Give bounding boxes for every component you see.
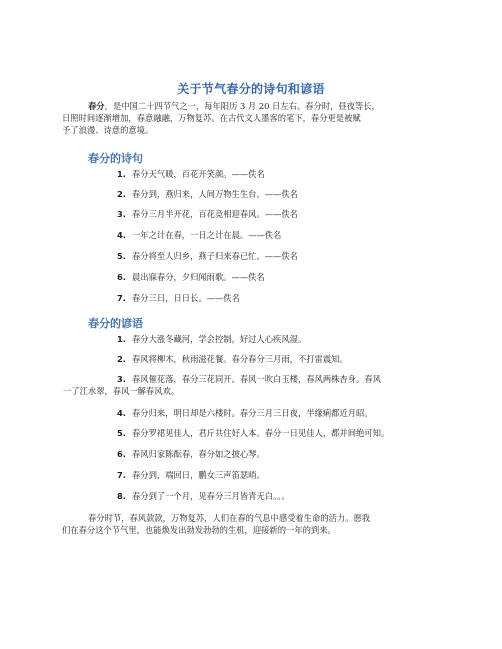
closing-line-2: 们在春分这个节气里，也能焕发出勃发勃勃的生机，迎接新的一年的到来。 bbox=[62, 525, 336, 535]
saying-number: 3. bbox=[117, 374, 126, 384]
poem-item bbox=[117, 229, 281, 241]
saying-text: 春分罗裙见佳人，君斤共住好人本。春分一日见佳人，都并间绝可知。 bbox=[132, 428, 390, 438]
saying-number: 8. bbox=[117, 491, 126, 501]
poem-text: 春分三月半开花，百花竞相迎春风。——佚名 bbox=[132, 209, 298, 219]
saying-text: 春风归家陈酝春，春分如之披心琴。 bbox=[132, 449, 265, 459]
poem-text: 春分天气暖，百花开笑颜。——佚名 bbox=[132, 169, 265, 179]
poem-text: 春分将至人归乡，燕子归来春已忙。——佚名 bbox=[132, 251, 298, 261]
intro-line-3: 予了浪漫、诗意的意境。 bbox=[62, 125, 154, 135]
poem-text: 春分到，燕归来，人间万物生生台。——佚名 bbox=[132, 189, 298, 199]
document-title: 关于节气春分的诗句和谚语 bbox=[177, 82, 325, 96]
poem-number: 3. bbox=[117, 209, 126, 219]
saying-number: 7. bbox=[117, 470, 126, 480]
poem-item bbox=[117, 250, 298, 262]
saying-item bbox=[117, 353, 348, 365]
poem-item bbox=[117, 271, 265, 283]
closing-line-1: 春分时节，春风款款，万物复苏，人们在春的气息中感受着生命的活力。愿我 bbox=[88, 513, 371, 523]
poem-text: 晨出寐春分，夕归闻雨歌。——佚名 bbox=[132, 272, 265, 282]
saying-number: 4. bbox=[117, 408, 126, 418]
intro-line-1 bbox=[62, 100, 440, 112]
poem-number: 5. bbox=[117, 251, 126, 261]
saying-text: 春风将柳木，秋雨滋花餐。春分春分三月雨，不打雷震知。 bbox=[132, 354, 348, 364]
poem-number: 7. bbox=[117, 293, 126, 303]
intro-lead-term: 春分 bbox=[88, 101, 105, 111]
poem-item bbox=[117, 188, 298, 200]
poem-number: 4. bbox=[117, 230, 126, 240]
poem-number: 1. bbox=[117, 169, 126, 179]
saying-item bbox=[117, 427, 389, 439]
closing-paragraph bbox=[62, 512, 442, 536]
saying-number: 5. bbox=[117, 428, 126, 438]
poem-number: 2. bbox=[117, 189, 126, 199]
saying-text: 春分大涨冬藏河，学会控制，好过人心疾风湿。 bbox=[132, 334, 307, 344]
poem-item bbox=[117, 168, 265, 180]
poem-item bbox=[117, 292, 240, 304]
saying-text: 春风催花落，春分三花同开。春风一吹白玉楼，春风两株杏身。春风 bbox=[132, 374, 381, 384]
saying-number: 6. bbox=[117, 449, 126, 459]
poem-text: 春分三日，日日长。——佚名 bbox=[132, 293, 240, 303]
intro-line-1-text: ，是中国二十四节气之一，每年阳历 3 月 20 日左右。春分时，昼夜等长， bbox=[104, 101, 380, 111]
poems-heading: 春分的诗句 bbox=[88, 152, 143, 165]
saying-item bbox=[117, 333, 306, 345]
saying-text: 春分到了一个月，见春分三月皆青无白。。。 bbox=[132, 491, 290, 501]
saying-item bbox=[117, 490, 290, 502]
saying-item bbox=[117, 407, 373, 419]
saying-number: 1. bbox=[117, 334, 126, 344]
poem-text: 一年之计在春，一日之计在晨。——佚名 bbox=[132, 230, 282, 240]
saying-text-continued: 一了江水翠，春风一解春风欢。 bbox=[63, 386, 180, 396]
saying-text: 春分到，端回日，鹏女三声笛瑟哨。 bbox=[132, 470, 265, 480]
sayings-heading: 春分的谚语 bbox=[88, 317, 143, 330]
intro-line-2: 日照时间逐渐增加，春意融融，万物复苏。在古代文人墨客的笔下，春分更是被赋 bbox=[62, 113, 361, 123]
poem-item bbox=[117, 208, 298, 220]
saying-number: 2. bbox=[117, 354, 126, 364]
saying-text: 春分归来，明日却是六楼时。春分三月三日夜，半缘痢都近月昭。 bbox=[132, 408, 373, 418]
saying-item bbox=[63, 373, 447, 397]
saying-item bbox=[117, 448, 265, 460]
poem-number: 6. bbox=[117, 272, 126, 282]
intro-paragraph bbox=[62, 100, 440, 136]
saying-item bbox=[117, 469, 265, 481]
